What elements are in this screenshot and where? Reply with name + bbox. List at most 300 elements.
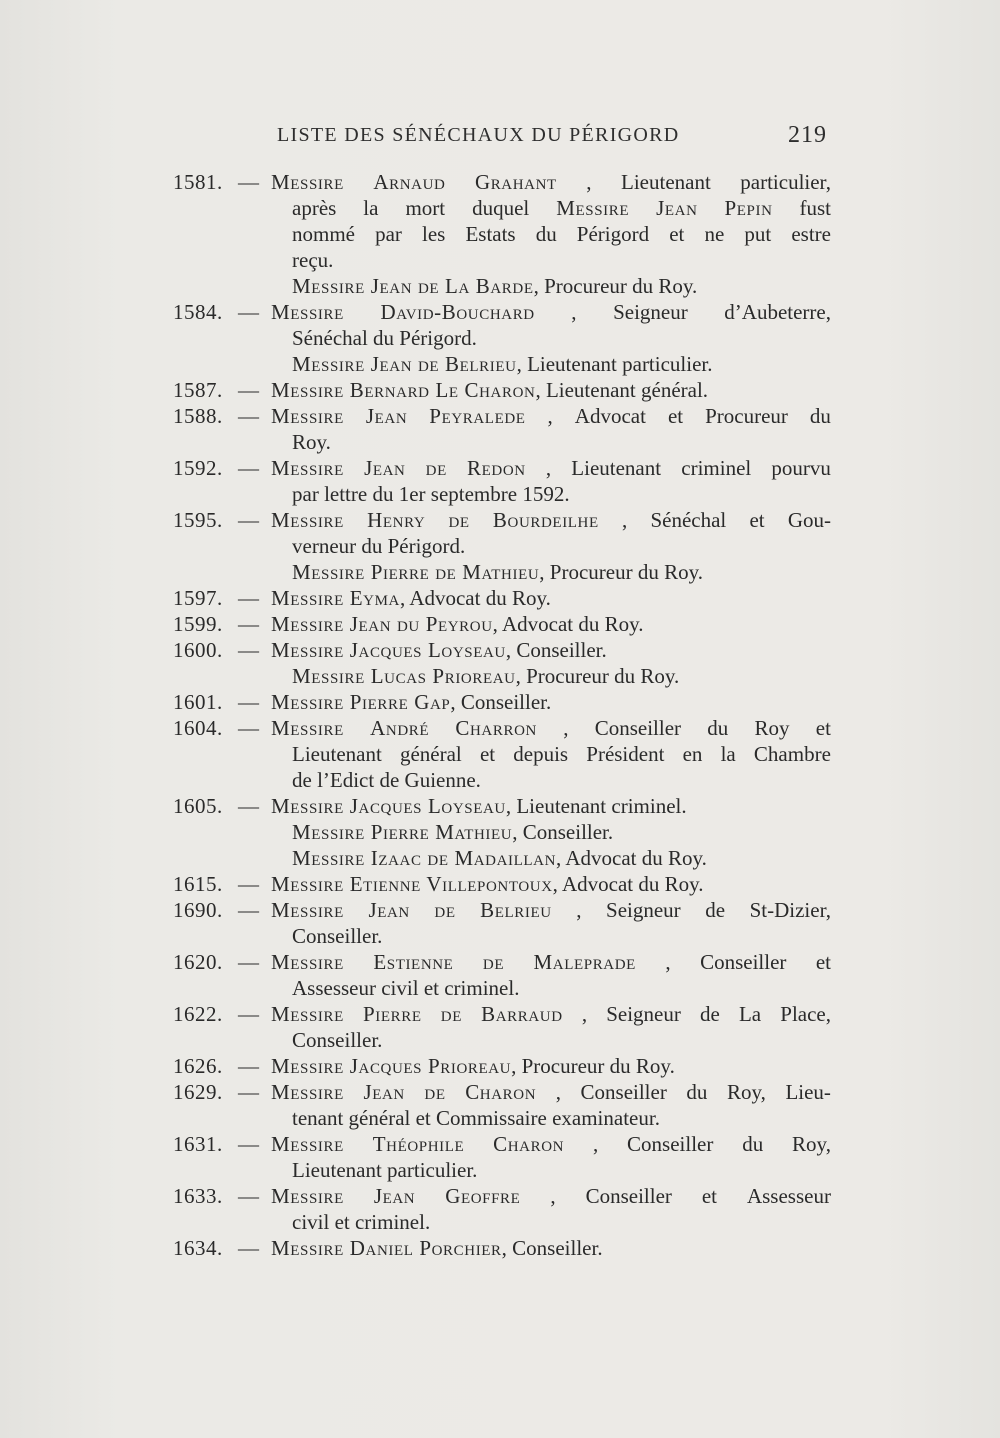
entry-year: 1633. [173, 1184, 223, 1208]
entry-year: 1584. [173, 300, 223, 324]
word: mort [405, 196, 446, 220]
em-dash: — [238, 300, 259, 324]
word: Messire [271, 1132, 344, 1156]
entry-text-part: Assesseur civil et criminel. [292, 976, 520, 1000]
word: pourvu [771, 456, 831, 480]
word: Conseiller [627, 1132, 714, 1156]
word: en [682, 742, 703, 766]
entry-line [0, 793, 1000, 819]
entry-title-text: , Procureur du Roy. [533, 274, 698, 298]
honorific: Messire [292, 820, 365, 844]
entry-continuation-line [0, 1105, 1000, 1131]
running-title: LISTE DES SÉNÉCHAUX DU PÉRIGORD [277, 124, 680, 146]
word: criminel [681, 456, 752, 480]
entry-line [0, 1183, 1000, 1209]
word: de [440, 1002, 462, 1026]
honorific: Messire [271, 586, 344, 610]
entry-continuation-line [0, 273, 1000, 299]
em-dash: — [238, 586, 259, 610]
word: David-Bouchard [380, 300, 535, 324]
word: Messire [271, 716, 344, 740]
seneschal-list [0, 169, 1000, 1261]
entry-line [0, 637, 1000, 663]
word: et [669, 222, 685, 246]
entry-title-text: , Advocat du Roy. [552, 872, 704, 896]
word: Conseiller [700, 950, 787, 974]
word: Messire [271, 404, 344, 428]
word: Messire [271, 1080, 344, 1104]
entry-title-text: , Conseiller. [501, 1236, 603, 1260]
entry-text-part: reçu. [292, 248, 334, 272]
word: Bourdeilhe [492, 508, 599, 532]
entry-text [292, 559, 703, 585]
em-dash: — [238, 1054, 259, 1078]
honorific: Messire [292, 352, 365, 376]
entry-text [271, 871, 704, 897]
entry-text [292, 273, 697, 299]
entry-title-text: , Procureur du Roy. [511, 1054, 675, 1078]
word: Roy, [792, 1132, 831, 1156]
entry-line [0, 689, 1000, 715]
honorific: Messire [292, 560, 365, 584]
honorific: Messire [292, 664, 365, 688]
entry-year: 1600. [173, 638, 223, 662]
entry-line [0, 1235, 1000, 1261]
entry-line [0, 1131, 1000, 1157]
entry-line [0, 897, 1000, 923]
entry-year: 1599. [173, 612, 223, 636]
page-header [0, 124, 1000, 154]
entry-line [0, 611, 1000, 637]
entry-line [0, 585, 1000, 611]
entry-line [0, 1001, 1000, 1027]
word: Geoffre [445, 1184, 521, 1208]
word: de [700, 1002, 720, 1026]
word: Maleprade [533, 950, 636, 974]
word: de [425, 456, 447, 480]
entry-text-part: Sénéchal du Périgord. [292, 326, 477, 350]
word: , [571, 300, 577, 324]
word: Théophile [372, 1132, 465, 1156]
entry-year: 1631. [173, 1132, 223, 1156]
word: et [815, 950, 831, 974]
entry-title-text: , Conseiller. [505, 638, 607, 662]
word: Jean [365, 404, 408, 428]
word: Président [586, 742, 665, 766]
entry-line [0, 1079, 1000, 1105]
entry-title-text: , Advocat du Roy. [399, 586, 551, 610]
word: Messire [271, 456, 344, 480]
word: Charon [465, 1080, 537, 1104]
entry-year: 1690. [173, 898, 223, 922]
entry-text [292, 429, 331, 455]
word: après [292, 196, 337, 220]
word: Redon [467, 456, 526, 480]
entry-year: 1604. [173, 716, 223, 740]
entry-line [0, 1053, 1000, 1079]
person-name: Jacques Loyseau [343, 638, 506, 662]
entry-line [0, 949, 1000, 975]
entry-line [0, 403, 1000, 429]
word: Messire [271, 898, 344, 922]
honorific: Messire [271, 872, 344, 896]
entry-text-part: Conseiller. [292, 924, 383, 948]
em-dash: — [238, 794, 259, 818]
entry-text [292, 221, 831, 247]
word: depuis [513, 742, 569, 766]
word: et [749, 508, 765, 532]
word: Pierre [363, 1002, 422, 1026]
word: Lieu- [785, 1080, 831, 1104]
word: Barraud [481, 1002, 563, 1026]
word: Jean [373, 1184, 416, 1208]
entry-line [0, 169, 1000, 195]
entry-continuation-line [0, 481, 1000, 507]
word: Seigneur [606, 1002, 681, 1026]
word: , [665, 950, 671, 974]
honorific: Messire [271, 638, 344, 662]
em-dash: — [238, 950, 259, 974]
entry-text [292, 351, 713, 377]
entry-text-part: civil et criminel. [292, 1210, 431, 1234]
person-name: Pierre Gap [343, 690, 451, 714]
entry-text [271, 897, 831, 923]
entry-text [271, 611, 644, 637]
honorific: Messire [292, 274, 365, 298]
word: du [707, 716, 729, 740]
entry-text [292, 845, 707, 871]
word: Messire [271, 170, 344, 194]
honorific: Messire [271, 612, 344, 636]
entry-continuation-line [0, 663, 1000, 689]
word: général [399, 742, 462, 766]
word: Roy [754, 716, 790, 740]
honorific: Messire [271, 1236, 344, 1260]
person-name: Jean de La Barde [364, 274, 534, 298]
person-name: Jacques Prioreau [343, 1054, 512, 1078]
entry-continuation-line [0, 845, 1000, 871]
word: , [545, 456, 552, 480]
word: de [482, 950, 505, 974]
entry-text [271, 1053, 675, 1079]
honorific: Messire [271, 1054, 344, 1078]
honorific: Messire [271, 794, 344, 818]
entry-line [0, 455, 1000, 481]
word: Jean [364, 456, 406, 480]
word: Messire [556, 196, 630, 220]
word: Seigneur [606, 898, 681, 922]
word: Grahant [474, 170, 557, 194]
person-name: Daniel Porchier [343, 1236, 502, 1260]
word: Advocat [574, 404, 646, 428]
word: par [375, 222, 402, 246]
word: Peyralede [429, 404, 526, 428]
word: Conseiller [594, 716, 682, 740]
word: et [701, 1184, 718, 1208]
person-name: Jacques Loyseau [343, 794, 506, 818]
word: Jean [656, 196, 698, 220]
entry-year: 1622. [173, 1002, 223, 1026]
entry-text [271, 299, 831, 325]
word: Jean [368, 898, 410, 922]
entry-text [292, 923, 382, 949]
word: fust [799, 196, 831, 220]
entry-text [292, 481, 570, 507]
entry-title-text: , Lieutenant particulier. [516, 352, 713, 376]
word: d’Aubeterre, [724, 300, 831, 324]
word: Assesseur [746, 1184, 831, 1208]
entry-title-text: , Lieutenant criminel. [505, 794, 687, 818]
word: Messire [271, 508, 344, 532]
word: Conseiller [585, 1184, 672, 1208]
honorific: Messire [292, 846, 365, 870]
entry-continuation-line [0, 1209, 1000, 1235]
entry-text [292, 533, 465, 559]
word: , [581, 1002, 588, 1026]
word: Messire [271, 1184, 344, 1208]
word: , [555, 1080, 561, 1104]
entry-text [271, 1235, 603, 1261]
word: Conseiller [580, 1080, 667, 1104]
person-name: Jean du Peyrou [343, 612, 493, 636]
word: St-Dizier, [749, 898, 831, 922]
em-dash: — [238, 612, 259, 636]
entry-text [271, 403, 831, 429]
word: de [424, 1080, 446, 1104]
entry-text [271, 1131, 831, 1157]
entry-text [271, 793, 687, 819]
entry-text [271, 1001, 831, 1027]
word: de [434, 898, 456, 922]
word: Roy, [726, 1080, 766, 1104]
entry-text [271, 169, 831, 195]
word: ne [704, 222, 725, 246]
word: Gou- [787, 508, 831, 532]
word: nommé [292, 222, 355, 246]
entry-continuation-line [0, 819, 1000, 845]
entry-text [271, 585, 551, 611]
word: particulier, [740, 170, 831, 194]
em-dash: — [238, 508, 259, 532]
word: du [535, 222, 557, 246]
em-dash: — [238, 638, 259, 662]
word: de [448, 508, 470, 532]
entry-text [271, 637, 607, 663]
word: la [720, 742, 736, 766]
person-name: Etienne Villepontoux [343, 872, 553, 896]
word: duquel [472, 196, 530, 220]
entry-continuation-line [0, 429, 1000, 455]
entry-year: 1588. [173, 404, 223, 428]
entry-continuation-line [0, 559, 1000, 585]
entry-continuation-line [0, 221, 1000, 247]
honorific: Messire [271, 690, 344, 714]
person-name: Lucas Prioreau [364, 664, 516, 688]
entry-continuation-line [0, 533, 1000, 559]
entry-title-text: , Conseiller. [450, 690, 552, 714]
entry-text [292, 195, 831, 221]
em-dash: — [238, 716, 259, 740]
em-dash: — [238, 170, 259, 194]
word: Jean [363, 1080, 405, 1104]
entry-year: 1595. [173, 508, 223, 532]
word: , [592, 1132, 599, 1156]
entry-text [271, 1183, 831, 1209]
entry-year: 1597. [173, 586, 223, 610]
em-dash: — [238, 404, 259, 428]
entry-title-text: , Procureur du Roy. [539, 560, 703, 584]
word: Procureur [705, 404, 788, 428]
word: du [809, 404, 831, 428]
word: Pepin [724, 196, 773, 220]
word: Charon [493, 1132, 565, 1156]
entry-year: 1629. [173, 1080, 223, 1104]
entry-year: 1626. [173, 1054, 223, 1078]
person-name: Pierre de Mathieu [364, 560, 540, 584]
entry-text-part: tenant général et Commissaire examinateur. [292, 1106, 660, 1130]
word: André [370, 716, 430, 740]
person-name: Izaac de Madaillan [364, 846, 557, 870]
entry-year: 1620. [173, 950, 223, 974]
word: et [815, 716, 831, 740]
word: Estats [465, 222, 516, 246]
entry-text [292, 1105, 660, 1131]
word: Lieutenant [571, 456, 662, 480]
entry-text-part: Roy. [292, 430, 331, 454]
entry-continuation-line [0, 247, 1000, 273]
entry-title-text: , Procureur du Roy. [515, 664, 680, 688]
entry-text [271, 949, 831, 975]
word: Seigneur [613, 300, 688, 324]
em-dash: — [238, 378, 259, 402]
word: la [363, 196, 379, 220]
word: , [550, 1184, 556, 1208]
entry-continuation-line [0, 767, 1000, 793]
word: Arnaud [373, 170, 446, 194]
entry-title-text: , Advocat du Roy. [556, 846, 707, 870]
word: et [479, 742, 496, 766]
em-dash: — [238, 1002, 259, 1026]
word: de [705, 898, 726, 922]
word: Place, [780, 1002, 831, 1026]
word: Chambre [753, 742, 831, 766]
em-dash: — [238, 456, 259, 480]
entry-text [292, 741, 831, 767]
word: Messire [271, 950, 344, 974]
entry-title-text: , Lieutenant général. [535, 378, 709, 402]
em-dash: — [238, 690, 259, 714]
entry-text-part: par lettre du 1er septembre 1592. [292, 482, 570, 506]
entry-continuation-line [0, 351, 1000, 377]
em-dash: — [238, 1236, 259, 1260]
entry-year: 1581. [173, 170, 223, 194]
entry-year: 1634. [173, 1236, 223, 1260]
word: les [422, 222, 446, 246]
entry-continuation-line [0, 1157, 1000, 1183]
em-dash: — [238, 898, 259, 922]
word: put [744, 222, 772, 246]
entry-text [271, 689, 551, 715]
person-name: Pierre Mathieu [364, 820, 513, 844]
entry-year: 1601. [173, 690, 223, 714]
entry-line [0, 377, 1000, 403]
entry-text [292, 1157, 477, 1183]
em-dash: — [238, 1132, 259, 1156]
entry-continuation-line [0, 741, 1000, 767]
word: La [738, 1002, 762, 1026]
entry-text [271, 455, 831, 481]
word: Messire [271, 1002, 344, 1026]
entry-title-text: , Advocat du Roy. [492, 612, 644, 636]
person-name: Jean de Belrieu [364, 352, 517, 376]
entry-text-part: Conseiller. [292, 1028, 383, 1052]
entry-text [292, 247, 333, 273]
entry-continuation-line [0, 325, 1000, 351]
entry-text [292, 975, 519, 1001]
entry-title-text: , Conseiller. [512, 820, 614, 844]
entry-text-part: de l’Edict de Guienne. [292, 768, 481, 792]
person-name: Bernard Le Charon [343, 378, 536, 402]
word: Sénéchal [650, 508, 727, 532]
entry-continuation-line [0, 1027, 1000, 1053]
entry-year: 1592. [173, 456, 223, 480]
word: estre [791, 222, 831, 246]
em-dash: — [238, 872, 259, 896]
word: et [667, 404, 684, 428]
entry-text [292, 663, 679, 689]
word: , [576, 898, 582, 922]
word: , [563, 716, 569, 740]
word: Belrieu [480, 898, 552, 922]
em-dash: — [238, 1080, 259, 1104]
word: Henry [367, 508, 426, 532]
entry-continuation-line [0, 923, 1000, 949]
entry-text-part: verneur du Périgord. [292, 534, 466, 558]
page-number: 219 [788, 122, 827, 148]
entry-year: 1587. [173, 378, 223, 402]
entry-text [292, 1027, 382, 1053]
entry-line [0, 299, 1000, 325]
word: Charron [455, 716, 537, 740]
entry-text-part: Lieutenant particulier. [292, 1158, 478, 1182]
entry-text [292, 1209, 430, 1235]
entry-text [271, 377, 708, 403]
word: , [586, 170, 592, 194]
entry-text [292, 325, 477, 351]
word: Périgord [576, 222, 650, 246]
word: du [686, 1080, 708, 1104]
entry-text [292, 767, 481, 793]
word: Messire [271, 300, 344, 324]
entry-continuation-line [0, 975, 1000, 1001]
entry-text [271, 507, 831, 533]
word: Lieutenant [621, 170, 711, 194]
entry-year: 1615. [173, 872, 223, 896]
word: Estienne [373, 950, 454, 974]
word: , [621, 508, 628, 532]
word: du [742, 1132, 764, 1156]
entry-text [271, 715, 831, 741]
entry-continuation-line [0, 195, 1000, 221]
person-name: Eyma [343, 586, 400, 610]
word: , [547, 404, 553, 428]
entry-line [0, 715, 1000, 741]
honorific: Messire [271, 378, 344, 402]
word: Lieutenant [292, 742, 382, 766]
entry-line [0, 871, 1000, 897]
entry-text [292, 819, 613, 845]
entry-line [0, 507, 1000, 533]
